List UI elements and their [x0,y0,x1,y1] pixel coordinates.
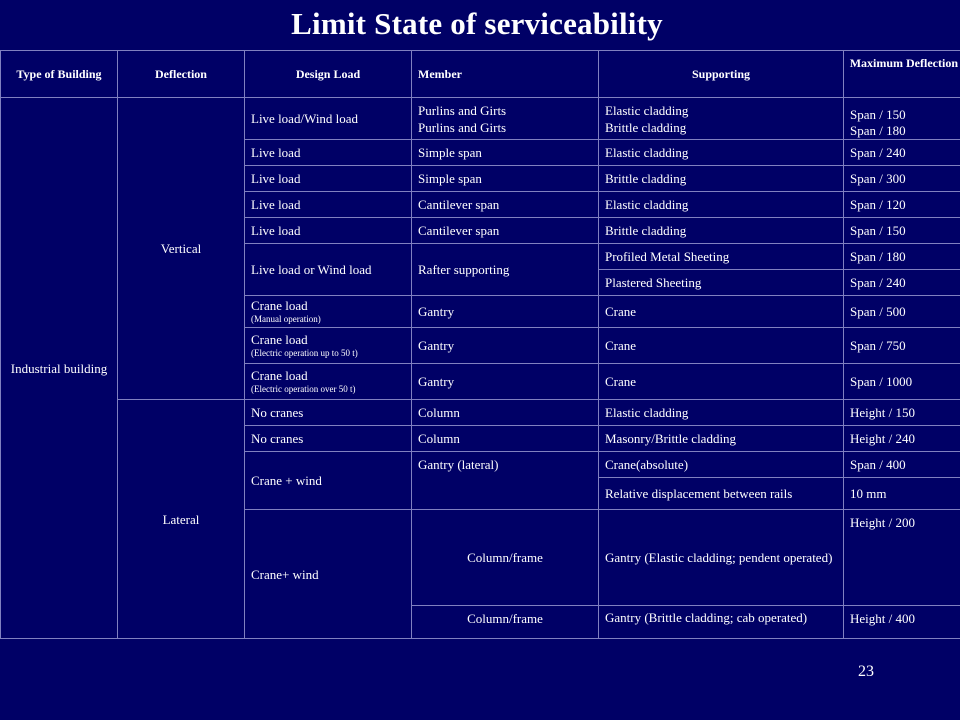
max-deflection-cell: Span / 750 [844,328,960,364]
load-label: Crane load [251,298,308,313]
design-load-cell: Crane + wind [245,452,412,510]
max-deflection-cell: Span / 500 [844,296,960,328]
member-cell: Column [412,400,599,426]
member-cell: Gantry [412,296,599,328]
supporting-cell: Gantry (Brittle cladding; cab operated) [599,606,844,639]
deflection-lateral-cell: Lateral [118,400,245,639]
supporting-line: Elastic cladding [605,102,689,118]
supporting-cell [599,98,844,140]
supporting-cell: Elastic cladding [599,140,844,166]
header-deflection: Deflection [118,51,245,98]
member-cell: Column/frame [412,606,599,639]
header-member: Member [412,51,599,98]
design-load-cell: Live load [245,192,412,218]
supporting-cell: Gantry (Elastic cladding; pendent operated) [599,510,844,606]
design-load-cell [245,296,412,328]
member-cell [412,98,599,140]
max-deflection-cell [844,98,960,140]
supporting-cell: Profiled Metal Sheeting [599,244,844,270]
page-number: 23 [858,663,874,680]
max-deflection-cell: Span / 400 [844,452,960,478]
member-cell: Rafter supporting [412,244,599,296]
max-deflection-cell: Height / 200 [844,510,960,606]
supporting-line: Brittle cladding [605,119,687,135]
design-load-cell: No cranes [245,400,412,426]
deflection-vertical-cell: Vertical [118,98,245,400]
header-type-of-building: Type of Building [1,51,118,98]
supporting-cell: Crane [599,296,844,328]
max-deflection-cell: Height / 150 [844,400,960,426]
supporting-cell: Brittle cladding [599,166,844,192]
max-deflection-cell: Span / 150 [844,218,960,244]
header-supporting: Supporting [599,51,844,98]
header-row [1,51,960,98]
serviceability-table [0,50,960,639]
max-deflection-cell: Height / 400 [844,606,960,639]
type-of-building-cell: Industrial building [1,98,118,639]
supporting-cell: Elastic cladding [599,192,844,218]
member-cell: Gantry [412,364,599,400]
member-cell: Gantry [412,328,599,364]
load-note: (Electric operation over 50 t) [251,384,356,394]
design-load-cell: No cranes [245,426,412,452]
member-cell: Column/frame [412,510,599,606]
max-deflection-cell: Height / 240 [844,426,960,452]
supporting-cell: Plastered Sheeting [599,270,844,296]
member-cell: Gantry (lateral) [412,452,599,510]
max-line: Span / 150 [850,107,906,122]
max-deflection-cell: Span / 300 [844,166,960,192]
design-load-cell: Live load/Wind load [245,98,412,140]
max-deflection-cell: Span / 180 [844,244,960,270]
slide-title: Limit State of serviceability [291,6,663,41]
design-load-cell: Live load [245,166,412,192]
design-load-cell [245,328,412,364]
design-load-cell: Live load or Wind load [245,244,412,296]
table-row [1,98,960,140]
member-cell: Simple span [412,140,599,166]
supporting-cell: Brittle cladding [599,218,844,244]
max-deflection-cell: Span / 120 [844,192,960,218]
table-row [1,400,960,426]
member-cell: Cantilever span [412,192,599,218]
max-deflection-cell: Span / 240 [844,140,960,166]
supporting-cell: Crane [599,364,844,400]
load-note: (Manual operation) [251,314,321,324]
header-maximum-deflection: Maximum Deflection [844,51,960,98]
design-load-cell: Live load [245,218,412,244]
design-load-cell: Live load [245,140,412,166]
design-load-cell: Crane+ wind [245,510,412,639]
supporting-cell: Relative displacement between rails [599,478,844,510]
design-load-cell [245,364,412,400]
header-design-load: Design Load [245,51,412,98]
supporting-cell: Crane [599,328,844,364]
supporting-cell: Masonry/Brittle cladding [599,426,844,452]
max-line: Span / 180 [850,123,906,138]
member-cell: Column [412,426,599,452]
max-deflection-cell: 10 mm [844,478,960,510]
member-cell: Simple span [412,166,599,192]
load-note: (Electric operation up to 50 t) [251,348,358,358]
load-label: Crane load [251,368,308,383]
max-deflection-cell: Span / 240 [844,270,960,296]
supporting-cell: Elastic cladding [599,400,844,426]
load-label: Crane load [251,332,308,347]
member-cell: Cantilever span [412,218,599,244]
member-line: Purlins and Girts [418,102,507,118]
max-deflection-cell: Span / 1000 [844,364,960,400]
member-line: Purlins and Girts [418,119,507,135]
supporting-cell: Crane(absolute) [599,452,844,478]
